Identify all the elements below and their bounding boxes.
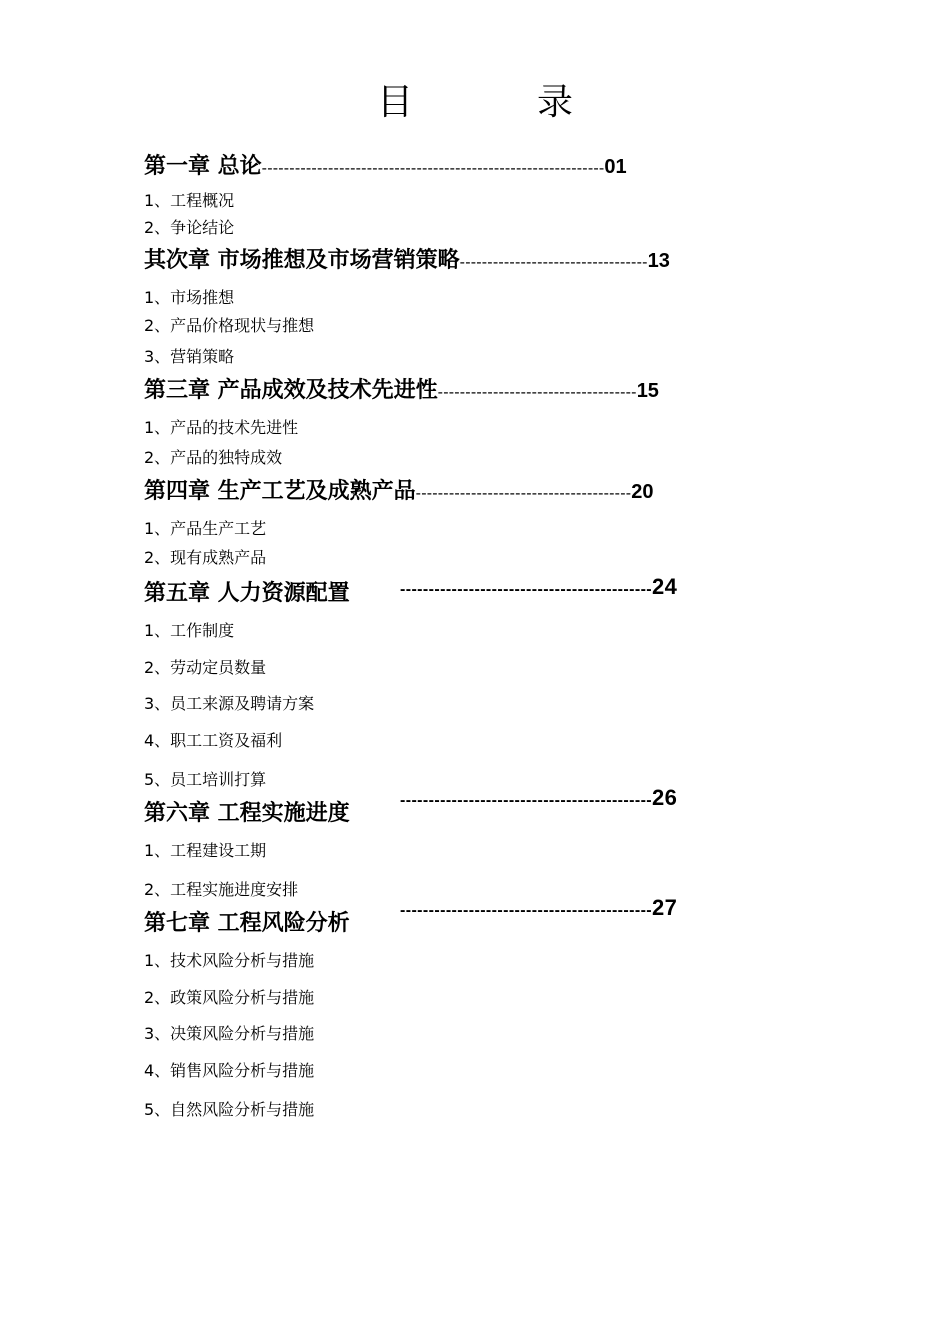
toc-leader-5 xyxy=(400,574,677,603)
toc-section[interactable]: 1、技术风险分析与措施 xyxy=(144,951,315,970)
toc-chapter-3[interactable] xyxy=(144,376,659,408)
chapter-label: 第三章 产品成效及技术先进性 xyxy=(144,378,438,403)
toc-section[interactable]: 5、员工培训打算 xyxy=(144,770,267,789)
toc-section[interactable]: 2、产品价格现状与推想 xyxy=(144,316,315,335)
leader-dots: -------------------------------------------- xyxy=(400,581,653,598)
leader-dots: ---------------------------------- xyxy=(459,254,648,271)
toc-section[interactable]: 1、工作制度 xyxy=(144,621,235,640)
toc-section[interactable]: 1、工程建设工期 xyxy=(144,841,267,860)
toc-chapter-2[interactable] xyxy=(144,246,670,278)
leader-dots: -------------------------------------------- xyxy=(400,902,653,919)
toc-section[interactable]: 3、决策风险分析与措施 xyxy=(144,1024,315,1043)
toc-leader-6 xyxy=(400,785,677,814)
toc-section[interactable]: 3、员工来源及聘请方案 xyxy=(144,694,315,713)
chapter-label: 第六章 工程实施进度 xyxy=(144,801,350,826)
leader-dots: -------------------------------------------------------------- xyxy=(261,160,605,177)
page-number: 26 xyxy=(652,785,678,810)
page-title: 目 录 xyxy=(376,82,617,123)
page-number: 24 xyxy=(652,574,678,599)
toc-section[interactable]: 1、产品的技术先进性 xyxy=(144,418,299,437)
toc-section[interactable]: 2、政策风险分析与措施 xyxy=(144,988,315,1007)
toc-section[interactable]: 1、市场推想 xyxy=(144,288,235,307)
toc-section[interactable]: 2、产品的独特成效 xyxy=(144,448,283,467)
toc-leader-7 xyxy=(400,895,677,924)
toc-chapter-7[interactable] xyxy=(144,909,350,939)
toc-section[interactable]: 2、工程实施进度安排 xyxy=(144,880,299,899)
page-number: 27 xyxy=(652,895,678,920)
toc-section[interactable]: 2、争论结论 xyxy=(144,218,235,237)
toc-section[interactable]: 3、营销策略 xyxy=(144,347,235,366)
toc-section[interactable]: 4、职工工资及福利 xyxy=(144,731,283,750)
page-number: 20 xyxy=(631,481,654,503)
toc-chapter-4[interactable] xyxy=(144,477,654,509)
chapter-label: 第四章 生产工艺及成熟产品 xyxy=(144,479,416,504)
toc-section[interactable]: 5、自然风险分析与措施 xyxy=(144,1100,315,1119)
page-number: 01 xyxy=(604,156,627,178)
leader-dots: ------------------------------------ xyxy=(437,384,637,401)
toc-section[interactable]: 4、销售风险分析与措施 xyxy=(144,1061,315,1080)
toc-section[interactable]: 1、工程概况 xyxy=(144,191,235,210)
toc-section[interactable]: 1、产品生产工艺 xyxy=(144,519,267,538)
toc-chapter-1[interactable] xyxy=(144,152,627,184)
page-number: 13 xyxy=(647,250,670,272)
leader-dots: -------------------------------------------- xyxy=(400,792,653,809)
toc-chapter-5[interactable] xyxy=(144,579,350,609)
toc-chapter-6[interactable] xyxy=(144,799,350,829)
leader-dots: --------------------------------------- xyxy=(415,485,632,502)
chapter-label: 其次章 市场推想及市场营销策略 xyxy=(144,248,460,273)
toc-section[interactable]: 2、劳动定员数量 xyxy=(144,658,267,677)
chapter-label: 第七章 工程风险分析 xyxy=(144,911,350,936)
toc-section[interactable]: 2、现有成熟产品 xyxy=(144,548,267,567)
page-number: 15 xyxy=(636,380,659,402)
chapter-label: 第一章 总论 xyxy=(144,154,262,179)
chapter-label: 第五章 人力资源配置 xyxy=(144,581,350,606)
